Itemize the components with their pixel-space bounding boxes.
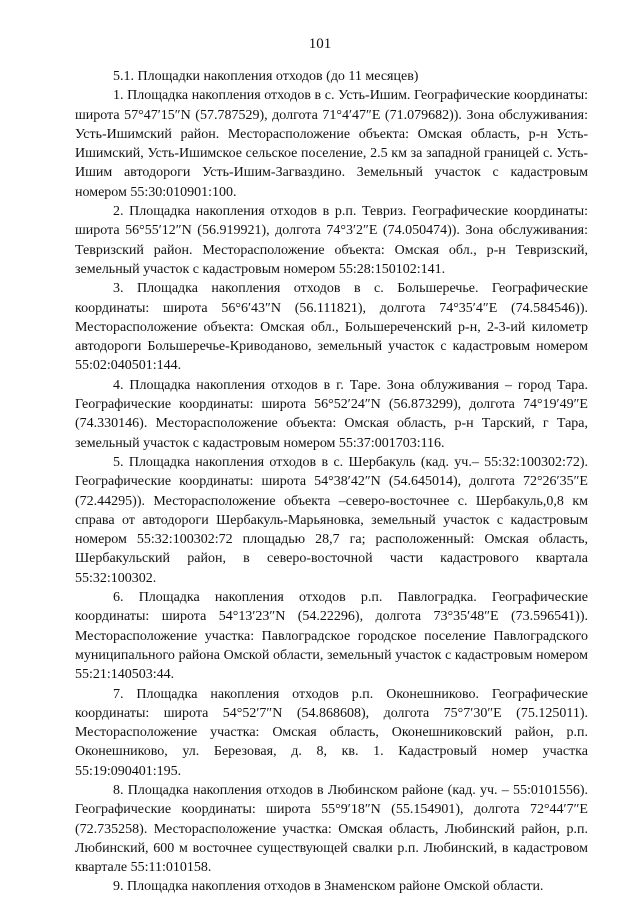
paragraph-site-1: 1. Площадка накопления отходов в с. Усть-Ишим. Географические координаты: широта 57°47′15″N (57.787529), долгота 71°4′47″E (71.079682)). Зона обслуживания: Усть-Ишимский район. Месторасположение объекта: Омская область, р-н Усть-Ишимский, Усть-Ишимское сельское поселение, 2.5 км за западной границей с. Усть-Ишим автодороги Усть-Ишим-Загваздино. Земельный участок с кадастровым номером 55:30:010901:100.	[75, 88, 588, 200]
paragraph-site-3: 3. Площадка накопления отходов в с. Большеречье. Географические координаты: широта 56°6′43″N (56.111821), долгота 74°35′4″E (74.584546)). Месторасположение объекта: Омская обл., Большереченский р-н, 2-3-ий километр автодороги Большеречье-Криводаново, земельный участок с кадастровым номером 55:02:040501:144.	[75, 281, 588, 374]
paragraph-site-6: 6. Площадка накопления отходов р.п. Павлоградка. Географические координаты: широта 54°13′23″N (54.22296), долгота 73°35′48″E (73.596541)). Месторасположение участка: Павлоградское городское поселение Павлоградского муниципального района Омской области, земельный участок с кадастровым номером 55:21:140503:44.	[75, 590, 588, 683]
paragraph-site-5: 5. Площадка накопления отходов в с. Шербакуль (кад. уч.– 55:32:100302:72). Географические координаты: широта 54°38′42″N (54.645014), долгота 72°26′35″E (72.44295)). Месторасположение объекта –северо-восточнее с. Шербакуль,0,8 км справа от автодороги Шербакуль-Марьяновка, земельный участок с кадастровым номером 55:32:100302:72 площадью 28,7 га; расположенный: Омская область, Шербакульский район, в северо-восточной части кадастрового квартала 55:32:100302.	[75, 454, 588, 586]
paragraph-site-4: 4. Площадка накопления отходов в г. Таре. Зона облуживания – город Тара. Географические координаты: широта 56°52′24″N (56.873299), долгота 74°19′49″E (74.330146). Месторасположение объекта: Омская область, р-н Тарский, г Тара, земельный участок с кадастровым номером 55:37:001703:116.	[75, 377, 588, 451]
paragraph-site-8: 8. Площадка накопления отходов в Любинском районе (кад. уч. – 55:0101556). Географические координаты: широта 55°9′18″N (55.154901), долгота 72°44′7″E (72.735258). Месторасположение участка: Омская область, Любинский район, р.п. Любинский, 600 м восточнее существующей свалки р.п. Любинский, в кадастровом квартале 55:11:010158.	[75, 782, 588, 876]
page-number: 101	[308, 36, 332, 52]
paragraph-site-7: 7. Площадка накопления отходов р.п. Оконешниково. Географические координаты: широта 54°52′7″N (54.868608), долгота 75°7′30″E (75.125011). Месторасположение участка: Омская область, Оконешниковский район, р.п. Оконешниково, ул. Березовая, д. 8, кв. 1. Кадастровый номер участка 55:19:090401:195.	[75, 686, 588, 779]
section-heading: 5.1. Площадки накопления отходов (до 11 месяцев)	[113, 69, 419, 84]
page-content	[75, 67, 588, 897]
paragraph-site-2: 2. Площадка накопления отходов в р.п. Тевриз. Географические координаты: широта 56°55′12″N (56.919921), долгота 74°3′2″E (74.050474)). Зона обслуживания: Тевризский район. Месторасположение объекта: Омская обл., р-н Тевризский, земельный участок с кадастровым номером 55:28:150102:141.	[75, 204, 588, 277]
paragraph-site-9: 9. Площадка накопления отходов в Знаменском районе Омской области.	[113, 879, 544, 895]
